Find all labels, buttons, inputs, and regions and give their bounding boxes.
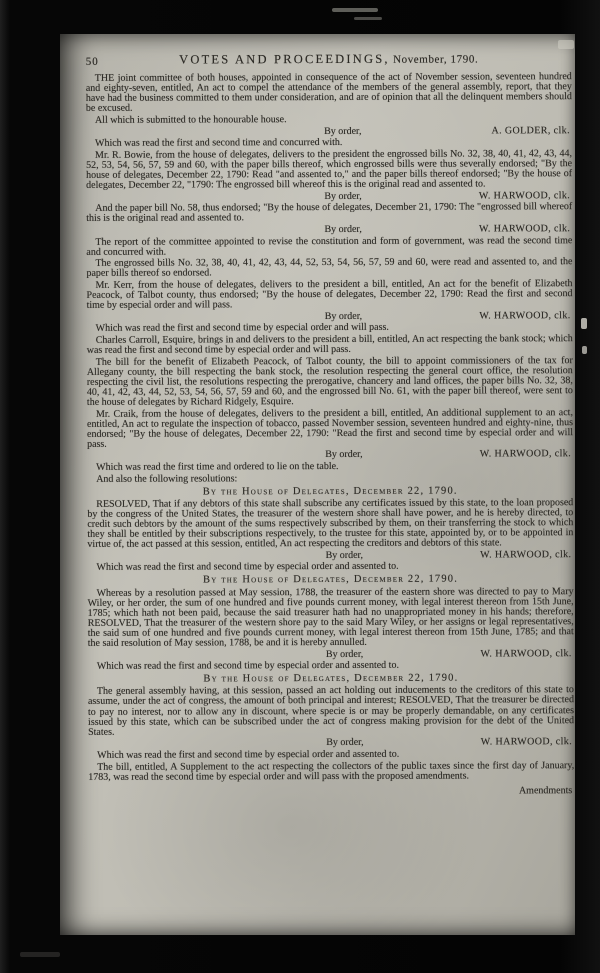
- byline-name: W. HARWOOD, clk.: [478, 189, 571, 202]
- section-heading: By the House of Delegates, December 22, 1790.: [202, 485, 458, 498]
- paragraph: The general assembly having, at this session, passed an act holding out inducements to the creditors of this state to assume, under the act of congress, the amount of both principal and interest; RESOLVED, That the treasurer be directed to pay no interest, nor to allow any in discount, where specie is or may be properly demandable, on any certificates issued by this state, which can be subscribed under the act of congress making provision for the debt of the United States.: [87, 684, 575, 738]
- paragraph: Which was read the first and second time by especial order and assented to.: [96, 659, 399, 672]
- byline-name: W. HARWOOD, clk.: [480, 647, 572, 660]
- paragraph: Charles Carroll, Esquire, brings in and delivers to the president a bill, entitled, An act respecting the bank stock; which was read the first and second time by especial order and will pass.: [86, 332, 573, 356]
- byline-order: By order,: [325, 648, 364, 660]
- page-title: VOTES AND PROCEEDINGS,: [179, 51, 390, 67]
- paragraph: Mr. R. Bowie, from the house of delegates, delivers to the president the engrossed bills No. 32, 38, 40, 41, 42, 43, 44, 52, 53, 54, 56, 57, 59 and 60, with the paper bills thereof, which engrossed bills were thus severally endorsed; "By the house of delegates, December 22, 1790: Read "and assented to," and the paper bills thereof endorsed; "By the house of delegates, December 22, "1790: The engrossed bill whereof this is the original read and assented to.: [86, 147, 573, 191]
- byline-order: By order,: [324, 223, 362, 235]
- page-title-date: November, 1790.: [389, 53, 479, 66]
- paragraph: THE joint committee of both houses, appointed in consequence of the act of November session, seventeen hundred and eighty-seven, entitled, An act to compel the attendance of the members of the general assembly, report, that they have had the business committed to them under consideration, and are of opinion that all the delinquent members should be excused.: [85, 71, 572, 115]
- byline-order: By order,: [325, 549, 363, 561]
- paragraph: And also the following resolutions:: [96, 472, 238, 485]
- scan-artifact: [558, 40, 574, 49]
- paragraph: RESOLVED, That if any debtors of this state shall subscribe any certificates issued by this state, to the loan proposed by the congress of the United States, the treasurer of the western shore shall have power, and he is hereby directed, to credit such debtors by the amount of the sums respectively subscribed by them, on their transferring the stock to which they shall be entitled by their subscriptions respectively, to the trustee for this state, appointed by, or to be appointed in virtue of, the act passed at this session, entitled, An act respecting the creditors and debtors of this state.: [87, 496, 574, 550]
- byline-order: By order,: [325, 449, 363, 461]
- section-heading: By the House of Delegates, December 22, 1790.: [202, 573, 459, 586]
- paragraph: Mr. Craik, from the house of delegates, delivers to the president a bill, entitled, An additional supplement to an act, entitled, An act to regulate the inspection of tobacco, passed November session, seventeen hundred and eighty-nine, thus endorsed; "By the house of delegates, December 22, 1790: "Read the first and second time by especial order and will pass.: [86, 406, 574, 450]
- paragraph: Which was read the first and second time by especial order and assented to.: [97, 748, 400, 761]
- paragraph: Whereas by a resolution passed at May session, 1788, the treasurer of the eastern shore was directed to pay to Mary Wiley, or her order, the sum of one hundred and five pounds current money, with legal interest thereon from 15th June, 1785; which hath not been paid, because the said treasurer hath had no unappropriated money in his hands; therefore, RESOLVED, That the treasurer of the western shore pay to the said Mary Wiley, or her assigns or legal representatives, the said sum of one hundred and five pounds current money, with legal interest thereon from 15th June, 1785; and that the said resolution of May session, 1788, be and it is hereby annulled.: [87, 585, 574, 649]
- scan-artifact: [354, 17, 382, 20]
- catchword: Amendments: [518, 784, 573, 797]
- byline-order: By order,: [324, 310, 363, 322]
- byline-name: W. HARWOOD, clk.: [479, 309, 571, 322]
- section-heading: By the House of Delegates, December 22, 1790.: [203, 672, 459, 685]
- paragraph: All which is submitted to the honourable house.: [94, 114, 287, 126]
- page-body: [86, 53, 575, 799]
- byline-order: By order,: [324, 190, 362, 202]
- byline-name: W. HARWOOD, clk.: [479, 448, 572, 460]
- scan-artifact: [20, 952, 60, 957]
- scan-artifact: [582, 346, 587, 354]
- scan-artifact: [332, 8, 378, 12]
- byline: [87, 311, 573, 323]
- byline-name: W. HARWOOD, clk.: [480, 548, 572, 561]
- paragraph: Which was read the first time and ordered to lie on the table.: [96, 460, 339, 473]
- byline-name: W. HARWOOD, clk.: [478, 223, 571, 235]
- byline: [88, 737, 574, 749]
- byline-name: A. GOLDER, clk.: [491, 124, 570, 136]
- paper-sheet: [60, 34, 575, 935]
- paragraph: Which was read the first and second time by especial order and will pass.: [95, 322, 389, 335]
- paragraph: The bill, entitled, A Supplement to the act respecting the collectors of the public taxes since the first day of January, 1783, was read the second time by especial order and will pass with the proposed amendments.: [88, 759, 575, 783]
- byline: [86, 126, 572, 138]
- byline: [86, 224, 572, 236]
- byline-name: W. HARWOOD, clk.: [480, 736, 573, 748]
- paragraph: Which was read the first and second time and concurred with.: [94, 137, 343, 149]
- page-number: 50: [85, 55, 99, 68]
- paragraph: Which was read the first and second time by especial order and assented to.: [96, 561, 399, 574]
- byline: [87, 550, 573, 562]
- page-header: [86, 53, 572, 67]
- paragraph: The engrossed bills No. 32, 38, 40, 41, 42, 43, 44, 52, 53, 54, 56, 57, 59 and 60, were read and assented to, and the paper bills thereof so endorsed.: [86, 256, 573, 280]
- paragraph: The report of the committee appointed to revise the constitution and form of government, was read the second time and concurred with.: [86, 234, 573, 258]
- byline: [87, 450, 573, 462]
- scan-artifact: [581, 318, 587, 329]
- byline-order: By order,: [324, 125, 362, 137]
- paragraph: And the paper bill No. 58, thus endorsed; "By the house of delegates, December 21, 1790: The "engrossed bill whereof this is the original read and assented to.: [86, 201, 573, 225]
- paragraph: Mr. Kerr, from the house of delegates, delivers to the president a bill, entitled, An act for the benefit of Elizabeth Peacock, of Talbot county, thus endorsed; "By the house of delegates, December 22, 1790: Read the first and second time by especial order and will pass.: [86, 278, 573, 311]
- byline-order: By order,: [326, 737, 364, 749]
- paragraph: The bill for the benefit of Elizabeth Peacock, of Talbot county, the bill to appoint commissioners of the tax for Allegany county, the bill respecting the bank stock, the resolution respecting the general court office, the resolution respecting the civil list, the resolutions respecting the prerogative, chancery and land offices, the paper bills No. 32, 38, 40, 41, 42, 43, 44, 52, 53, 54, 56, 57, 59 and 60, and the engrossed bill No. 61, with the paper bill thereof, were sent to the house of delegates by Richard Ridgely, Esquire.: [86, 354, 573, 408]
- byline: [88, 649, 574, 661]
